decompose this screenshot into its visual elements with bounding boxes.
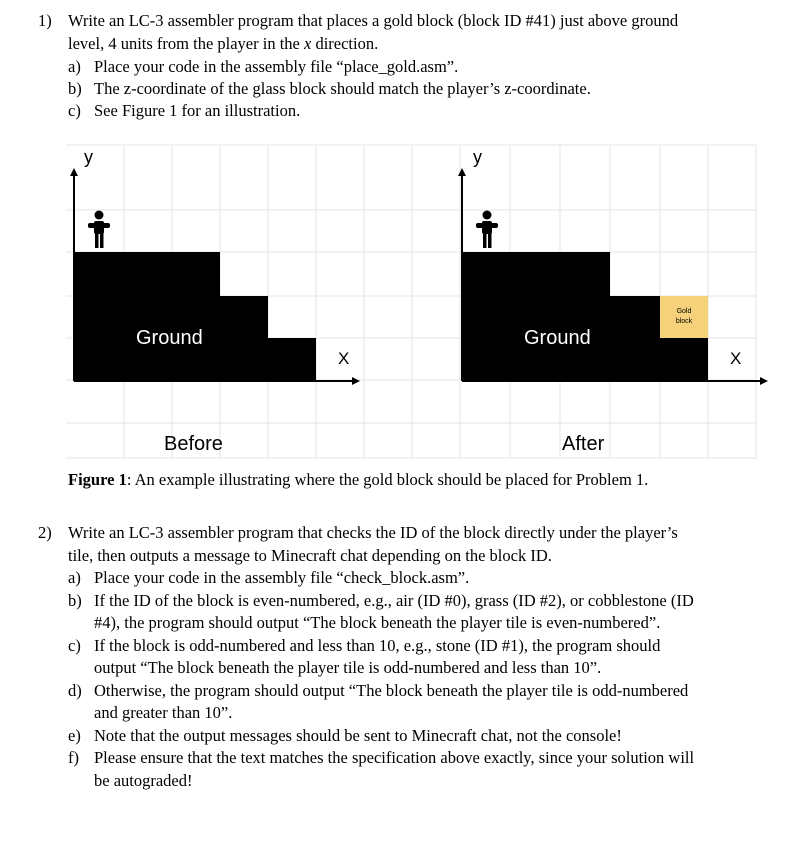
after-player-icon — [476, 211, 498, 249]
problem2-intro-line2: tile, then outputs a message to Minecraft chat depending on the block ID. — [68, 546, 552, 565]
problem2-b-line1: If the ID of the block is even-numbered, e.g., air (ID #0), grass (ID #2), or cobblestone (ID — [94, 591, 694, 610]
problem2-d-line2: and greater than 10”. — [94, 703, 233, 722]
problem2-f-label: f) — [68, 748, 79, 767]
problem2-intro-line1: Write an LC-3 assembler program that checks the ID of the block directly under the player’s — [68, 523, 678, 542]
problem2-b-line2: #4), the program should output “The block beneath the player tile is even-numbered”. — [94, 613, 661, 632]
before-x-label: X — [338, 349, 350, 368]
before-ground — [74, 252, 316, 381]
problem2-c-line1: If the block is odd-numbered and less than 10, e.g., stone (ID #1), the program should — [94, 636, 661, 655]
problem2-e-label: e) — [68, 726, 81, 745]
problem2-f-line2: be autograded! — [94, 771, 193, 790]
after-ground-label: Ground — [524, 327, 591, 349]
problem2-d-line1: Otherwise, the program should output “The block beneath the player tile is odd-numbered — [94, 681, 689, 700]
problem1-text-line2-pre: level, 4 units from the player in the — [68, 34, 304, 53]
problem2-b-label: b) — [68, 591, 82, 610]
problem1-number: 1) — [38, 11, 52, 30]
before-label: Before — [164, 433, 223, 455]
before-player-icon — [88, 211, 110, 249]
figure-caption-bold: Figure 1 — [68, 470, 127, 489]
problem2-e-text: Note that the output messages should be sent to Minecraft chat, not the console! — [94, 726, 622, 745]
problem1-item-b-label: b) — [68, 79, 82, 98]
before-diagram — [74, 147, 356, 381]
before-y-label: y — [84, 147, 93, 167]
after-x-label: X — [730, 349, 742, 368]
problem1-text-line1: Write an LC-3 assembler program that places a gold block (block ID #41) just above ground — [68, 11, 679, 30]
problem2-d-label: d) — [68, 681, 82, 700]
problem2-c-line2: output “The block beneath the player tile is odd-numbered and less than 10”. — [94, 658, 602, 677]
problem1-item-a-label: a) — [68, 57, 81, 76]
problem1-item-a-text: Place your code in the assembly file “place_gold.asm”. — [94, 57, 459, 76]
problem1-x-variable: x — [303, 34, 312, 53]
problem2-a-text: Place your code in the assembly file “check_block.asm”. — [94, 568, 470, 587]
gold-block — [660, 296, 708, 338]
gold-block-label-line2: block — [675, 318, 693, 325]
problem1-text-line2-post: direction. — [311, 34, 379, 53]
problem1-item-b-text: The z-coordinate of the glass block should match the player’s z-coordinate. — [94, 79, 591, 98]
problem2-number: 2) — [38, 523, 52, 542]
figure-caption-text: : An example illustrating where the gold block should be placed for Problem 1. — [126, 470, 649, 489]
problem1-item-c-text: See Figure 1 for an illustration. — [94, 101, 301, 120]
problem2-a-label: a) — [68, 568, 81, 587]
before-ground-label: Ground — [136, 327, 203, 349]
after-diagram — [462, 147, 764, 381]
problem2-c-label: c) — [68, 636, 81, 655]
problem2-f-line1: Please ensure that the text matches the specification above exactly, since your solution will — [94, 748, 695, 767]
gold-block-label-line1: Gold — [676, 308, 692, 315]
figure-caption — [68, 469, 648, 491]
problem1-item-c-label: c) — [68, 101, 81, 120]
after-label: After — [562, 433, 605, 455]
after-y-label: y — [473, 147, 482, 167]
